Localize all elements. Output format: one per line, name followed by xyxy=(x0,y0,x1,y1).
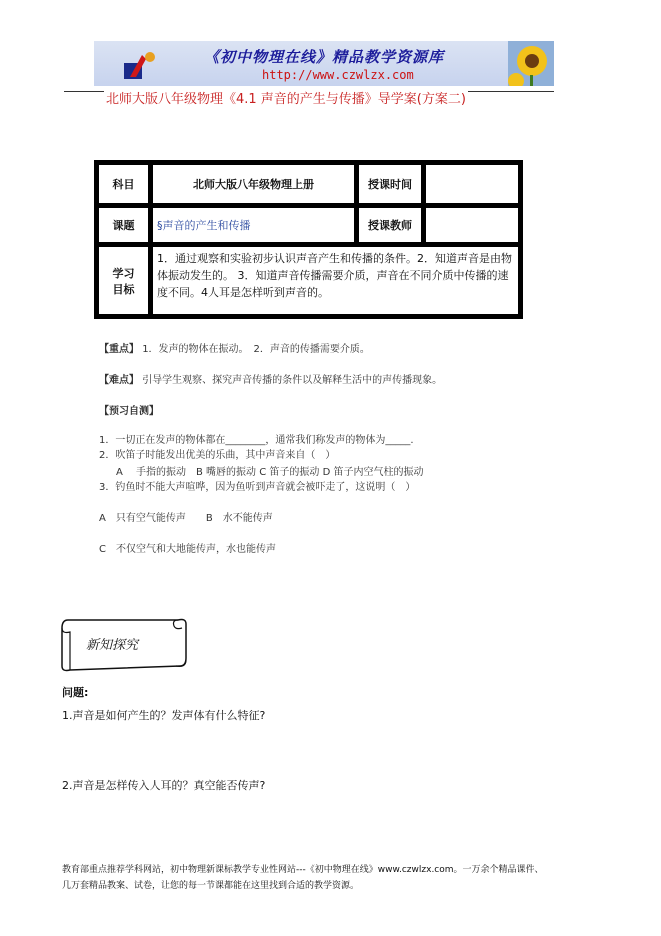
preview-q2: 2．吹笛子时能发出优美的乐曲，其中声音来自（ ） xyxy=(99,450,336,461)
banner-title: 《初中物理在线》精品教学资源库 xyxy=(204,48,445,66)
key-points xyxy=(99,340,370,355)
teacher-value xyxy=(425,207,519,243)
subject-label: 科目 xyxy=(98,164,149,204)
goals-label-line1: 学习 xyxy=(112,266,135,280)
document-title: 北师大版八年级物理《4.1 声音的产生与传播》导学案(方案二) xyxy=(104,88,468,107)
goals-label xyxy=(98,246,149,315)
teacher-label: 授课教师 xyxy=(358,207,422,243)
topic-value: §声音的产生和传播 xyxy=(152,207,355,243)
footer-line-2: 几万套精品教案、试卷，让您的每一节课都能在这里找到合适的教学资源。 xyxy=(62,881,360,891)
sunflower-image xyxy=(508,41,554,86)
preview-q1: 1．一切正在发声的物体都在________，通常我们称发声的物体为_____. xyxy=(99,435,414,446)
goals-text: 1．通过观察和实验初步认识声音产生和传播的条件。2．知道声音是由物体振动发生的。 3．知道声音传播需要介质，声音在不同介质中传播的速度不同。4人耳是怎样听到声音的。 xyxy=(152,246,519,315)
time-value xyxy=(425,164,519,204)
difficulty-label: 【难点】 xyxy=(99,375,139,386)
banner-url: http://www.czwlzx.com xyxy=(262,68,414,82)
site-logo xyxy=(120,49,160,81)
section-banner-label: 新知探究 xyxy=(86,638,139,653)
header-banner xyxy=(94,41,554,86)
key-points-text: 1．发声的物体在振动。 2．声音的传播需要介质。 xyxy=(142,344,370,355)
preview-q2-options: A 手指的振动 B 嘴唇的振动 C 笛子的振动 D 笛子内空气柱的振动 xyxy=(116,467,424,478)
course-info-table xyxy=(94,160,523,319)
key-points-label: 【重点】 xyxy=(99,344,139,355)
question-1: 1.声音是如何产生的？发声体有什么特征? xyxy=(62,709,266,722)
difficulty xyxy=(99,371,442,386)
preview-q3-option-a-b: A 只有空气能传声 B 水不能传声 xyxy=(99,513,273,524)
footer-note xyxy=(62,862,602,894)
footer-line-1: 教育部重点推荐学科网站，初中物理新课标教学专业性网站---《初中物理在线》www.czwlzx.com。一万余个精品课件、 xyxy=(62,865,544,875)
time-label: 授课时间 xyxy=(358,164,422,204)
preview-q3: 3．钓鱼时不能大声喧哗，因为鱼听到声音就会被吓走了，这说明（ ） xyxy=(99,482,416,493)
preview-section-label: 【预习自测】 xyxy=(99,406,159,417)
preview-q3-option-c: C 不仅空气和大地能传声，水也能传声 xyxy=(99,544,276,555)
topic-label: 课题 xyxy=(98,207,149,243)
question-2: 2.声音是怎样传入人耳的？真空能否传声? xyxy=(62,779,266,792)
goals-label-line2: 目标 xyxy=(112,282,135,296)
questions-label: 问题: xyxy=(62,686,89,699)
difficulty-text: 引导学生观察、探究声音传播的条件以及解释生活中的声传播现象。 xyxy=(142,375,443,386)
subject-value: 北师大版八年级物理上册 xyxy=(152,164,355,204)
